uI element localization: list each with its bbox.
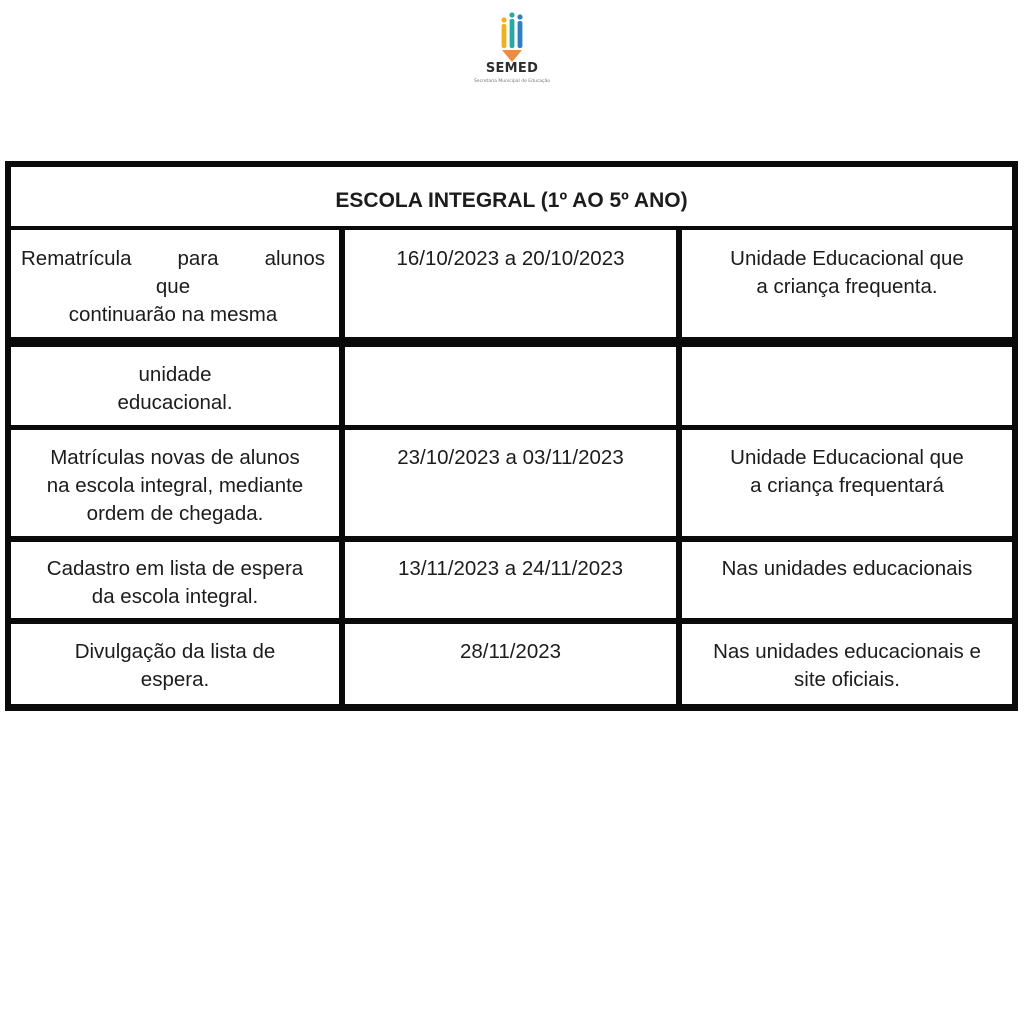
activity-line: Cadastro em lista de espera (46, 557, 304, 580)
place-line: Unidade Educacional que (730, 446, 964, 469)
period-cell: 28/11/2023 (459, 640, 562, 663)
place-line: Nas unidades educacionais e (713, 640, 981, 663)
activity-cell (11, 638, 339, 694)
place-cell (682, 638, 1012, 694)
period-cell: 23/10/2023 a 03/11/2023 (397, 446, 624, 469)
table-border-right (1012, 161, 1018, 711)
semed-logo (462, 8, 562, 88)
activity-line: na escola integral, mediante (46, 474, 304, 497)
table-rule (5, 536, 1018, 542)
table-border-left (5, 161, 11, 711)
place-cell (682, 245, 1012, 301)
activity-line: ordem de chegada. (86, 502, 264, 525)
activity-line: Matrículas novas de alunos (50, 446, 300, 469)
activity-cell (11, 361, 339, 417)
schedule-table (5, 161, 1018, 711)
activity-line: continuarão na mesma (68, 303, 278, 326)
place-line: a criança frequenta. (756, 275, 938, 298)
activity-line: unidade (138, 363, 212, 386)
period-cell: 13/11/2023 a 24/11/2023 (398, 557, 623, 580)
activity-cell (21, 245, 325, 329)
activity-cell (11, 555, 339, 611)
activity-cell (11, 444, 339, 528)
place-cell (682, 444, 1012, 500)
table-rule (5, 226, 1018, 230)
place-cell (682, 555, 1012, 583)
table-title: ESCOLA INTEGRAL (1º AO 5º ANO) (335, 189, 688, 212)
period-cell: 16/10/2023 a 20/10/2023 (396, 247, 625, 270)
logo-title: SEMED (485, 61, 539, 76)
activity-line: Divulgação da lista de (74, 640, 276, 663)
semed-logo-icon (500, 12, 524, 64)
table-rule (5, 618, 1018, 624)
table-border-bottom (5, 704, 1018, 711)
activity-line: Rematrícula para alunos (21, 247, 325, 270)
table-rule (5, 425, 1018, 430)
activity-line: que (155, 275, 191, 298)
activity-line: espera. (140, 668, 210, 691)
table-rule-thick (5, 337, 1018, 347)
place-line: site oficiais. (794, 668, 900, 691)
activity-line: educacional. (117, 391, 233, 414)
activity-line: da escola integral. (91, 585, 259, 608)
place-line: Unidade Educacional que (730, 247, 964, 270)
place-line: Nas unidades educacionais (721, 557, 973, 580)
table-border-top (5, 161, 1018, 167)
logo-subtitle: Secretaria Municipal de Educação (473, 79, 551, 84)
place-line: a criança frequentará (750, 474, 944, 497)
